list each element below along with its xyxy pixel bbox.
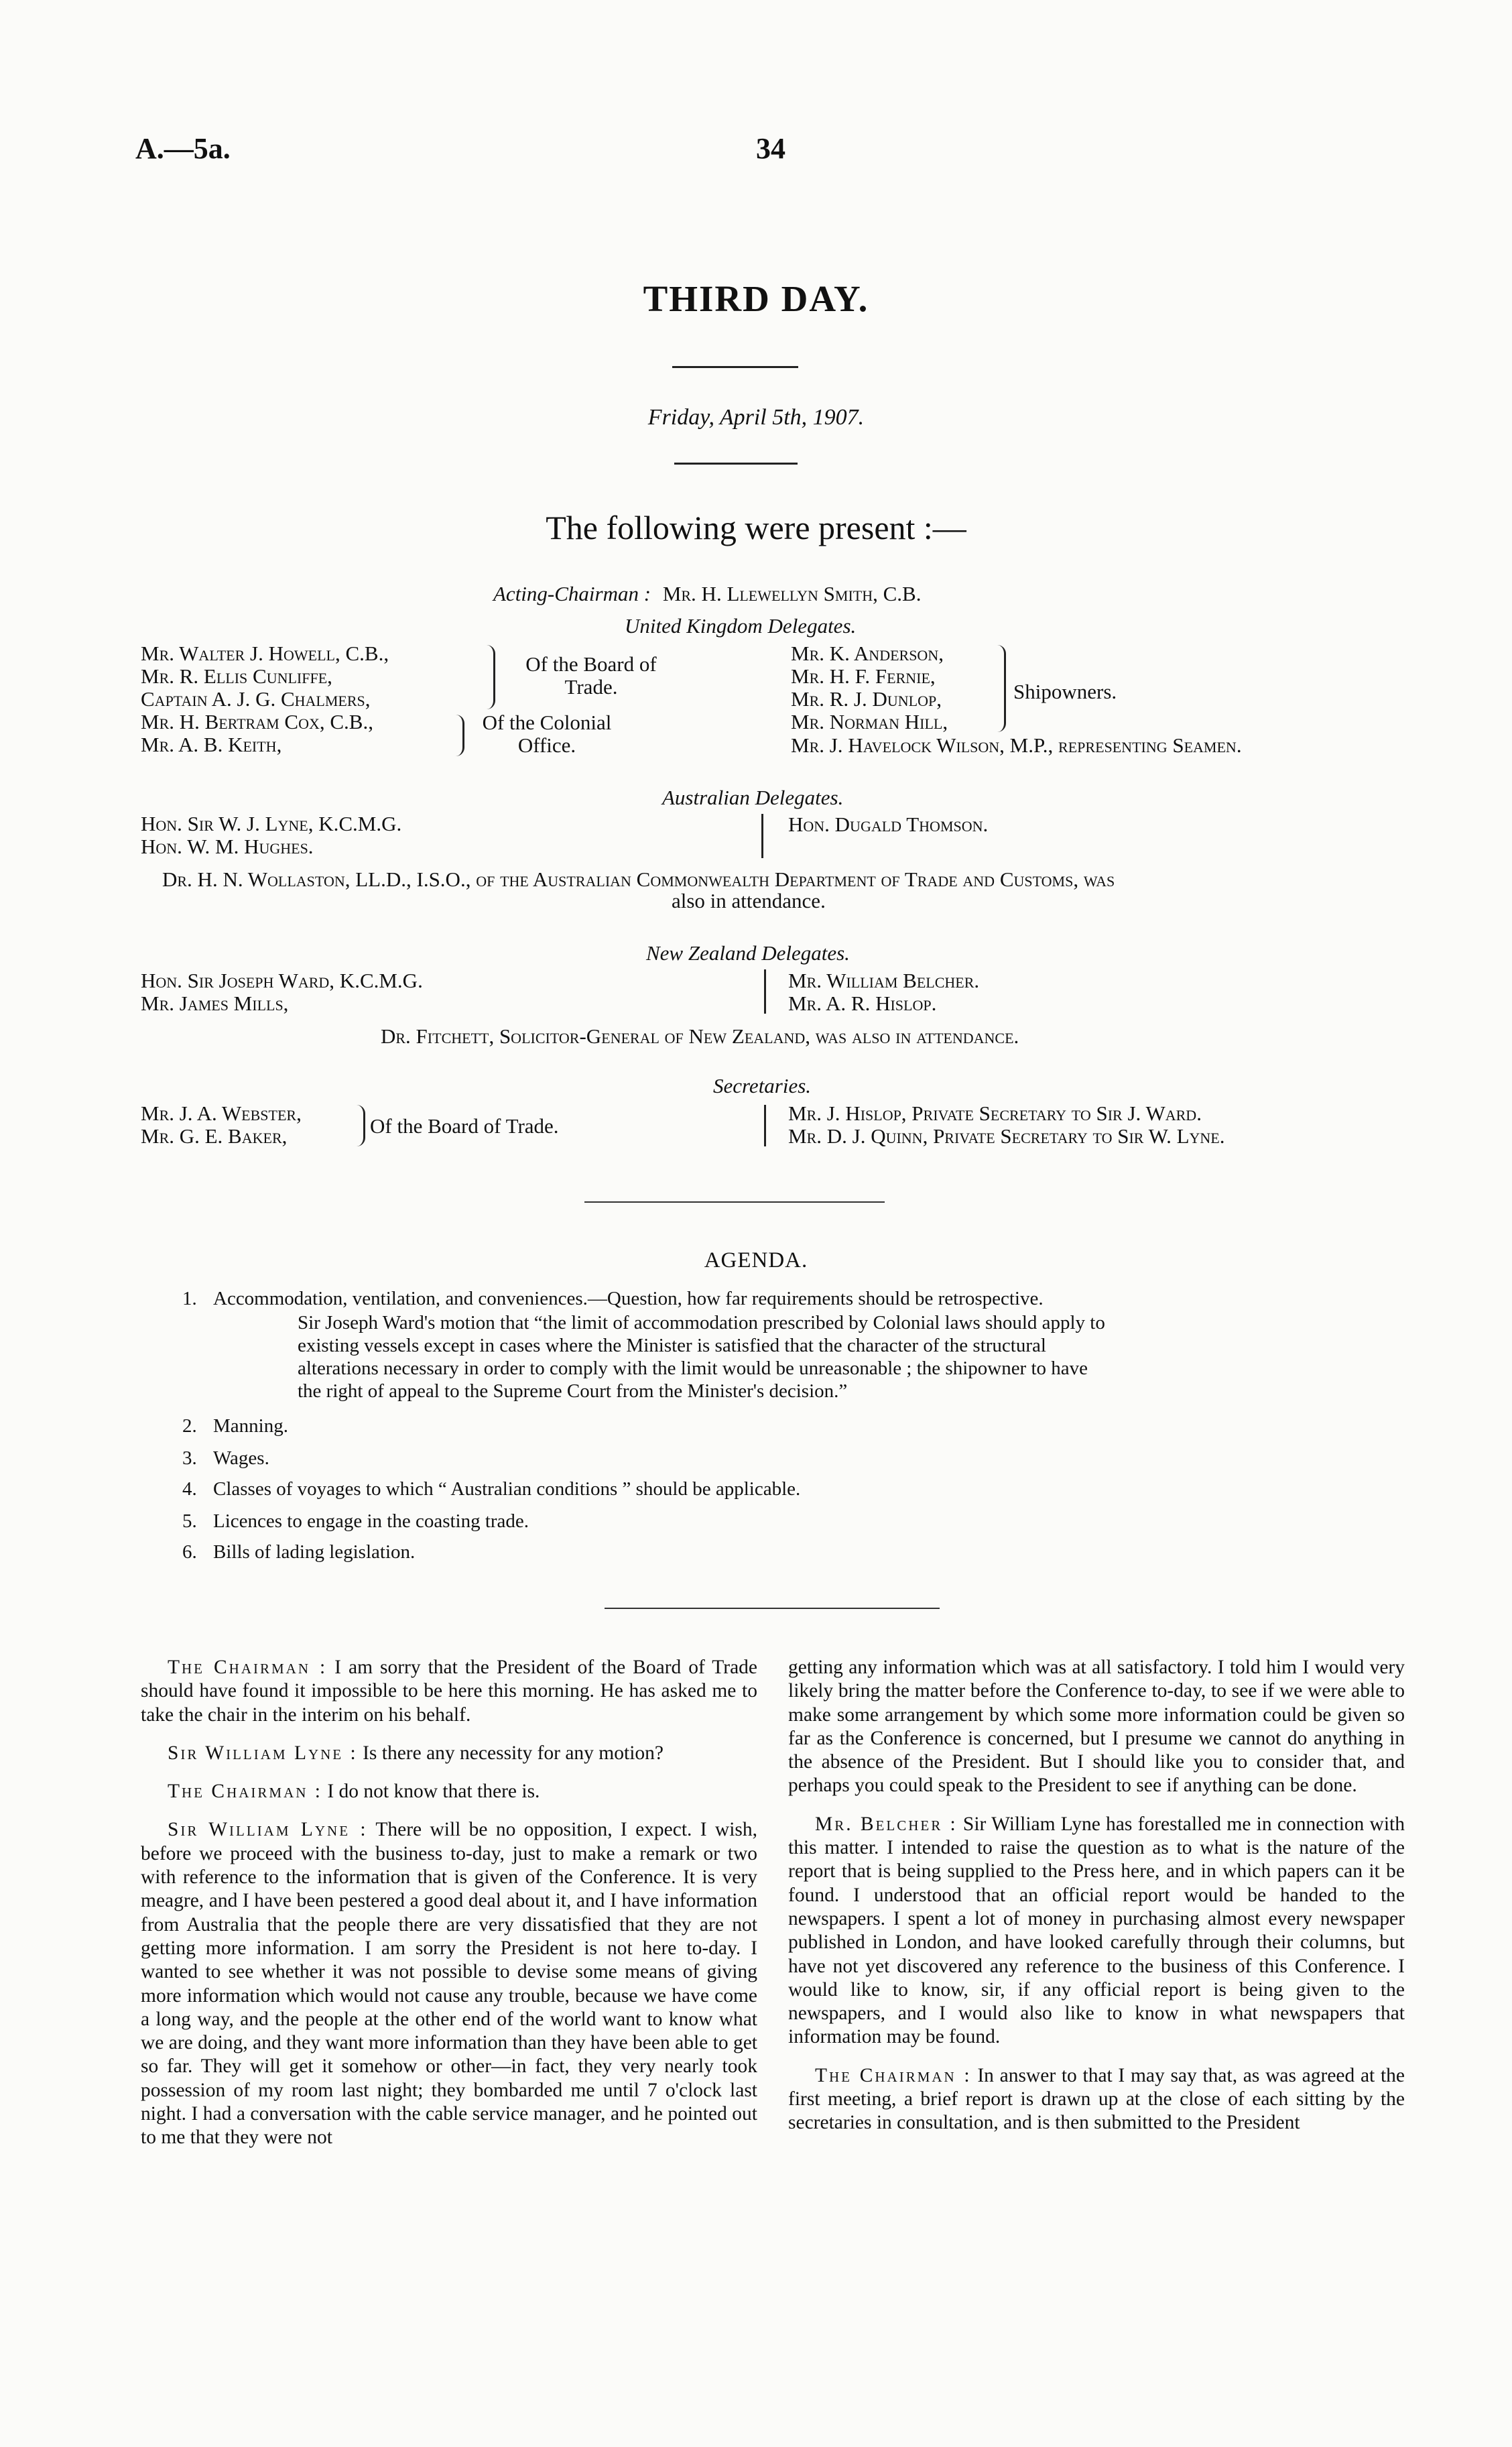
speech-paragraph: [141, 1656, 757, 1727]
agenda-number: 1.: [182, 1288, 197, 1309]
agenda-heading: AGENDA.: [704, 1248, 808, 1272]
agenda-number: 4.: [182, 1478, 197, 1500]
australian-left-list: [141, 813, 401, 858]
delegate-name: Mr. William Belcher.: [788, 969, 980, 992]
uk-left-list: [141, 642, 389, 756]
agenda-detail-line: the right of appeal to the Supreme Court from the Minister's decision.”: [298, 1380, 848, 1402]
agenda-item: [182, 1478, 800, 1501]
agenda-text: Classes of voyages to which “ Australian conditions ” should be applicable.: [213, 1478, 801, 1500]
column-separator: [764, 969, 766, 1014]
speech-paragraph: [788, 1813, 1405, 2049]
speech-text: There will be no opposition, I expect. I wish, before we proceed with the business to-day, just to make a remark or two with reference to the information that is given of the Conference. It is very meagre, and I have been pestered a good deal about it, and I have information from Australia that the people there are very dissatisfied that they are not getting more information. I am sorry the President is not here to-day. I wanted to see whether it was not possible to devise some means of giving more information which would not cause any trouble, because we have come a long way, and the people at the other end of the world want to know what we are doing, and they want more information than they have been able to get so far. They will get it somehow or other—in fact, they very nearly took possession of my room last night; they bombarded me until 7 o'clock last night. I had a conversation with the cable service manager, and he pointed out to me that they were not: [141, 1819, 757, 2149]
delegate-name: Hon. Dugald Thomson.: [788, 813, 989, 836]
agenda-item: [182, 1510, 529, 1533]
secretaries-left-list: [141, 1102, 302, 1148]
delegate-name: Hon. W. M. Hughes.: [141, 835, 314, 858]
document-reference: A.—5a.: [135, 132, 231, 165]
column-separator: [764, 1105, 766, 1146]
speech-text: Is there any necessity for any motion?: [363, 1742, 664, 1764]
brace: [456, 715, 464, 756]
agenda-item: [182, 1541, 415, 1564]
page-number: 34: [756, 132, 785, 165]
uk-delegates-heading: United Kingdom Delegates.: [625, 614, 857, 638]
transcript-right-column: [788, 1656, 1405, 2150]
agenda-detail-line: existing vessels except in cases where the Minister is satisfied that the character of the structural: [298, 1335, 1046, 1356]
delegate-name: Mr. K. Anderson,: [791, 642, 944, 665]
secretary-name: Mr. J. A. Webster,: [141, 1101, 302, 1125]
nz-left-list: [141, 969, 423, 1015]
secretaries-heading: Secretaries.: [713, 1074, 812, 1097]
agenda-detail-line: alterations necessary in order to comply with the limit would be unreasonable ; the shipowner to have: [298, 1358, 1088, 1379]
agenda-item-detail: [298, 1311, 1399, 1402]
speech-paragraph: [788, 1656, 1405, 1798]
speaker-name: The Chairman :: [168, 1657, 328, 1678]
transcript-left-column: [141, 1656, 757, 2165]
agenda-number: 2.: [182, 1415, 197, 1437]
speaker-name: Sir William Lyne :: [168, 1742, 358, 1764]
speech-text: I do not know that there is.: [327, 1781, 540, 1803]
speaker-name: Mr. Belcher :: [815, 1813, 958, 1835]
agenda-text: Manning.: [213, 1415, 288, 1437]
speech-paragraph: [788, 2064, 1405, 2135]
agenda-number: 3.: [182, 1447, 197, 1469]
australian-attendance: Dr. H. N. Wollaston, LL.D., I.S.O., of the Australian Commonwealth Department of Trade and Customs, was: [162, 868, 1115, 891]
uk-wilson: Mr. J. Havelock Wilson, M.P., representing Seamen.: [791, 733, 1242, 757]
delegate-name: Mr. H. Bertram Cox, C.B.,: [141, 710, 373, 733]
chairman-label: Acting-Chairman :: [493, 582, 651, 605]
acting-chairman: [493, 582, 921, 606]
agenda-number: 5.: [182, 1510, 197, 1532]
agenda-text: Bills of lading legislation.: [213, 1541, 416, 1563]
delegate-name: Hon. Sir W. J. Lyne, K.C.M.G.: [141, 812, 402, 835]
speech-paragraph: [141, 1780, 757, 1803]
speech-text: In answer to that I may say that, as was agreed at the first meeting, a brief report is drawn up at the close of each sitting by the secretaries in consultation, and is then submitted to the President: [788, 2064, 1405, 2134]
agenda-item: [182, 1415, 288, 1438]
delegate-name: Mr. A. R. Hislop.: [788, 992, 937, 1015]
delegate-name: Mr. Walter J. Howell, C.B.,: [141, 642, 389, 665]
speech-paragraph: [141, 1742, 757, 1765]
secretary-name: Mr. J. Hislop, Private Secretary to Sir J. Ward.: [788, 1101, 1202, 1125]
delegate-name: Mr. A. B. Keith,: [141, 733, 282, 756]
secretary-name: Mr. D. J. Quinn, Private Secretary to Sir W. Lyne.: [788, 1124, 1225, 1148]
agenda-text: Wages.: [213, 1447, 269, 1469]
brace: [357, 1105, 365, 1146]
nz-attendance: Dr. Fitchett, Solicitor-General of New Zealand, was also in attendance.: [381, 1024, 1019, 1048]
speaker-name: Sir William Lyne :: [168, 1819, 368, 1841]
speech-text: I am sorry that the President of the Board of Trade should have found it impossible to be here this morning. He has asked me to take the chair in the interim on his behalf.: [141, 1657, 758, 1726]
delegate-name: Mr. Norman Hill,: [791, 710, 948, 733]
page-title: THIRD DAY.: [643, 278, 869, 319]
meeting-date: Friday, April 5th, 1907.: [647, 405, 865, 430]
speaker-name: The Chairman :: [168, 1781, 322, 1803]
secretary-name: Mr. G. E. Baker,: [141, 1124, 288, 1148]
australian-delegates-heading: Australian Delegates.: [662, 786, 844, 809]
agenda-item: [182, 1447, 269, 1470]
delegate-name: Mr. R. Ellis Cunliffe,: [141, 664, 332, 688]
nz-right-list: [788, 969, 979, 1015]
brace: [997, 645, 1006, 732]
present-heading: The following were present :—: [546, 509, 966, 546]
brace: [487, 645, 495, 709]
divider: [672, 366, 798, 368]
secretaries-right-list: [788, 1102, 1224, 1148]
delegate-name: Mr. R. J. Dunlop,: [791, 687, 942, 711]
nz-delegates-heading: New Zealand Delegates.: [646, 941, 850, 965]
divider: [674, 463, 798, 465]
divider: [605, 1608, 940, 1609]
delegate-name: Captain A. J. G. Chalmers,: [141, 687, 371, 711]
speech-text: Sir William Lyne has forestalled me in connection with this matter. I intended to raise the question as to what is the nature of the report that is being supplied to the Press here, and in which papers can it be found. I understood that an official report would be handed to the newspapers. I spent a lot of money in purchasing almost every newspaper published in London, and have looked carefully through their columns, but have not yet discovered any reference to the business of this Conference. I would like to know, sir, if any official report is being given to the newspapers, and I would also like to know in what newspapers that information may be found.: [788, 1813, 1405, 2048]
uk-shipowners: Shipowners.: [1013, 680, 1117, 703]
delegate-name: Mr. James Mills,: [141, 992, 289, 1015]
agenda-item: [182, 1287, 1044, 1311]
uk-right-list: [791, 642, 948, 733]
uk-colonial-office: Of the Colonial Office.: [482, 711, 612, 757]
speech-paragraph: [141, 1818, 757, 2149]
uk-board-of-trade: Of the Board of Trade.: [525, 652, 657, 699]
agenda-text: Accommodation, ventilation, and conveniences.—Question, how far requirements should be retrospective.: [213, 1288, 1044, 1309]
speaker-name: The Chairman :: [815, 2064, 972, 2086]
agenda-number: 6.: [182, 1541, 197, 1563]
agenda-text: Licences to engage in the coasting trade.: [213, 1510, 529, 1532]
divider: [584, 1201, 885, 1203]
agenda-detail-line: Sir Joseph Ward's motion that “the limit of accommodation prescribed by Colonial laws should apply to: [298, 1312, 1105, 1333]
delegate-name: Hon. Sir Joseph Ward, K.C.M.G.: [141, 969, 423, 992]
secretaries-board: Of the Board of Trade.: [370, 1114, 559, 1138]
australian-attendance-cont: also in attendance.: [672, 889, 826, 912]
speech-text: getting any information which was at all satisfactory. I told him I would very likely bring the matter before the Conference to-day, to see if we were able to make some arrangement by which some more information could be given so far as the Conference is concerned, but I presume we cannot do anything in the absence of the President. But I should like you to consider that, and perhaps you could speak to the President to see if anything can be done.: [788, 1657, 1405, 1797]
column-separator: [761, 814, 763, 858]
delegate-name: Mr. H. F. Fernie,: [791, 664, 936, 688]
chairman-name: Mr. H. Llewellyn Smith, C.B.: [662, 582, 922, 605]
